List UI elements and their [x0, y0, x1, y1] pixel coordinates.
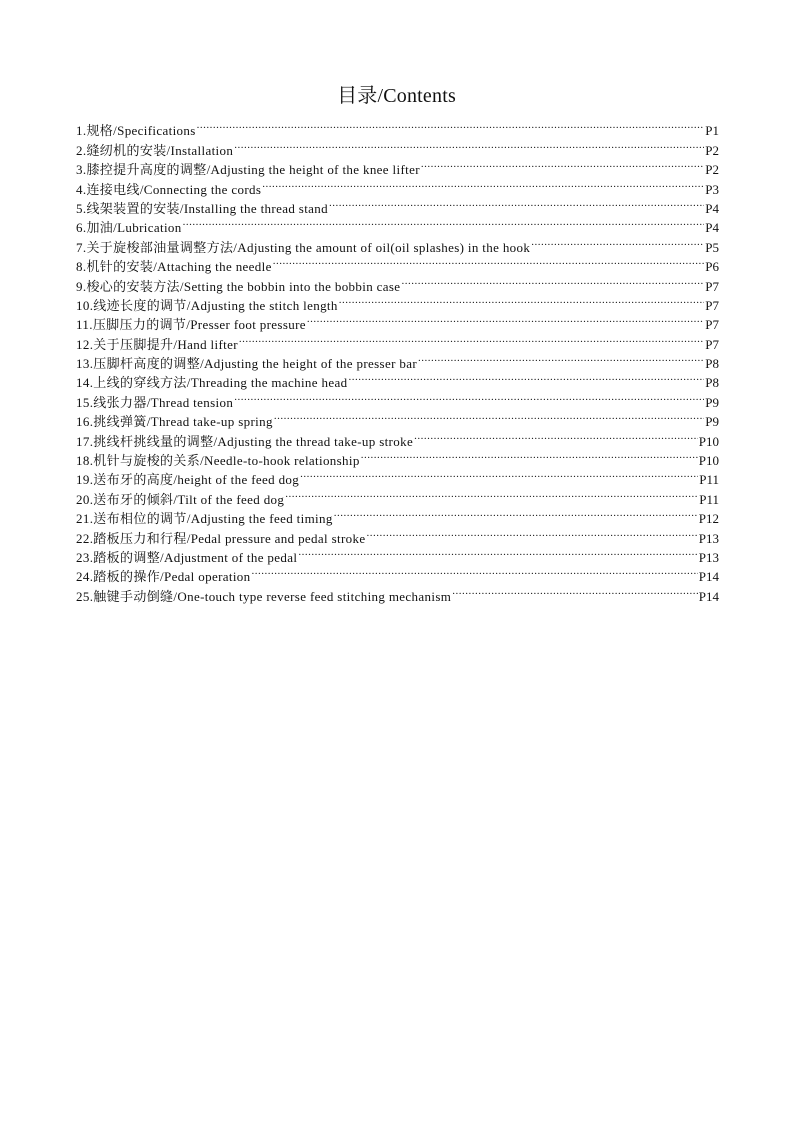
toc-entry-page: P1	[705, 123, 719, 139]
toc-leader-dots	[262, 174, 704, 193]
toc-entry-page: P10	[698, 453, 719, 469]
toc-entry-page: P4	[705, 200, 719, 216]
toc-leader-dots	[183, 213, 705, 232]
toc-entry	[76, 116, 719, 139]
toc-entry-label: 6.加油/Lubrication	[76, 220, 182, 236]
toc-entry-label: 13.压脚杆高度的调整/Adjusting the height of the presser bar	[76, 356, 417, 372]
toc-entry-page: P7	[705, 336, 719, 352]
toc-entry-page: P2	[705, 162, 719, 178]
toc-entry-label: 8.机针的安装/Attaching the needle	[76, 259, 272, 275]
toc-entry-page: P11	[699, 472, 719, 488]
toc-entry-label: 14.上线的穿线方法/Threading the machine head	[76, 375, 348, 391]
toc-leader-dots	[273, 252, 705, 271]
toc-leader-dots	[366, 523, 697, 542]
toc-leader-dots	[274, 407, 704, 426]
toc-entry-page: P9	[705, 394, 719, 410]
toc-entry-page: P2	[705, 142, 719, 158]
toc-entry-label: 19.送布牙的高度/height of the feed dog	[76, 472, 300, 488]
toc-entry-label: 4.连接电线/Connecting the cords	[76, 181, 262, 197]
toc-entry-page: P14	[698, 569, 719, 585]
toc-leader-dots	[307, 310, 704, 329]
toc-leader-dots	[252, 562, 698, 581]
toc-entry-page: P8	[705, 356, 719, 372]
toc-entry-label: 12.关于压脚提升/Hand lifter	[76, 336, 238, 352]
toc-entry-page: P7	[705, 278, 719, 294]
toc-entry-page: P5	[705, 239, 719, 255]
toc-entry-label: 1.规格/Specifications	[76, 123, 196, 139]
toc-entry-label: 23.踏板的调整/Adjustment of the pedal	[76, 549, 298, 565]
toc-entry-page: P12	[698, 511, 719, 527]
toc-leader-dots	[452, 581, 698, 600]
toc-entry-page: P9	[705, 414, 719, 430]
toc-leader-dots	[329, 194, 704, 213]
toc-entry-label: 9.梭心的安装方法/Setting the bobbin into the bobbin case	[76, 278, 401, 294]
toc-entry-label: 7.关于旋梭部油量调整方法/Adjusting the amount of oil(oil splashes) in the hook	[76, 239, 531, 255]
toc-leader-dots	[300, 465, 698, 484]
toc-entry-page: P11	[699, 491, 719, 507]
toc-leader-dots	[334, 504, 698, 523]
toc-entry-page: P7	[705, 297, 719, 313]
toc-entry-label: 11.压脚压力的调节/Presser foot pressure	[76, 317, 306, 333]
toc-entry-label: 10.线迹长度的调节/Adjusting the stitch length	[76, 297, 338, 313]
toc-leader-dots	[348, 368, 704, 387]
toc-leader-dots	[298, 543, 697, 562]
toc-leader-dots	[414, 426, 698, 445]
toc-entry-label: 18.机针与旋梭的关系/Needle-to-hook relationship	[76, 453, 360, 469]
toc-entry-page: P3	[705, 181, 719, 197]
toc-entry-page: P8	[705, 375, 719, 391]
toc-entry-label: 2.缝纫机的安装/Installation	[76, 142, 234, 158]
page-title: 目录/Contents	[337, 85, 456, 107]
toc-leader-dots	[239, 329, 704, 348]
toc-leader-dots	[234, 135, 704, 154]
toc-entry-label: 3.膝控提升高度的调整/Adjusting the height of the knee lifter	[76, 162, 420, 178]
toc-leader-dots	[531, 232, 704, 251]
toc-entry-label: 24.踏板的操作/Pedal operation	[76, 569, 251, 585]
toc-leader-dots	[339, 291, 705, 310]
table-of-contents	[76, 116, 719, 604]
toc-entry-page: P10	[698, 433, 719, 449]
toc-leader-dots	[197, 116, 705, 135]
toc-entry-page: P14	[698, 588, 719, 604]
toc-entry-page: P13	[698, 549, 719, 565]
toc-leader-dots	[285, 484, 698, 503]
toc-entry-label: 16.挑线弹簧/Thread take-up spring	[76, 414, 273, 430]
toc-entry-label: 20.送布牙的倾斜/Tilt of the feed dog	[76, 491, 285, 507]
toc-leader-dots	[418, 349, 704, 368]
toc-entry-label: 5.线架装置的安装/Installing the thread stand	[76, 200, 328, 216]
toc-entry-page: P4	[705, 220, 719, 236]
toc-entry-label: 22.踏板压力和行程/Pedal pressure and pedal stroke	[76, 530, 366, 546]
toc-entry-label: 21.送布相位的调节/Adjusting the feed timing	[76, 511, 333, 527]
toc-leader-dots	[361, 446, 698, 465]
toc-leader-dots	[234, 387, 704, 406]
toc-leader-dots	[401, 271, 704, 290]
toc-entry-page: P7	[705, 317, 719, 333]
toc-entry-page: P6	[705, 259, 719, 275]
toc-entry-label: 25.触键手动倒缝/One-touch type reverse feed stitching mechanism	[76, 588, 452, 604]
toc-leader-dots	[421, 155, 704, 174]
toc-entry-label: 15.线张力器/Thread tension	[76, 394, 234, 410]
toc-entry-label: 17.挑线杆挑线量的调整/Adjusting the thread take-up stroke	[76, 433, 414, 449]
toc-entry-page: P13	[698, 530, 719, 546]
